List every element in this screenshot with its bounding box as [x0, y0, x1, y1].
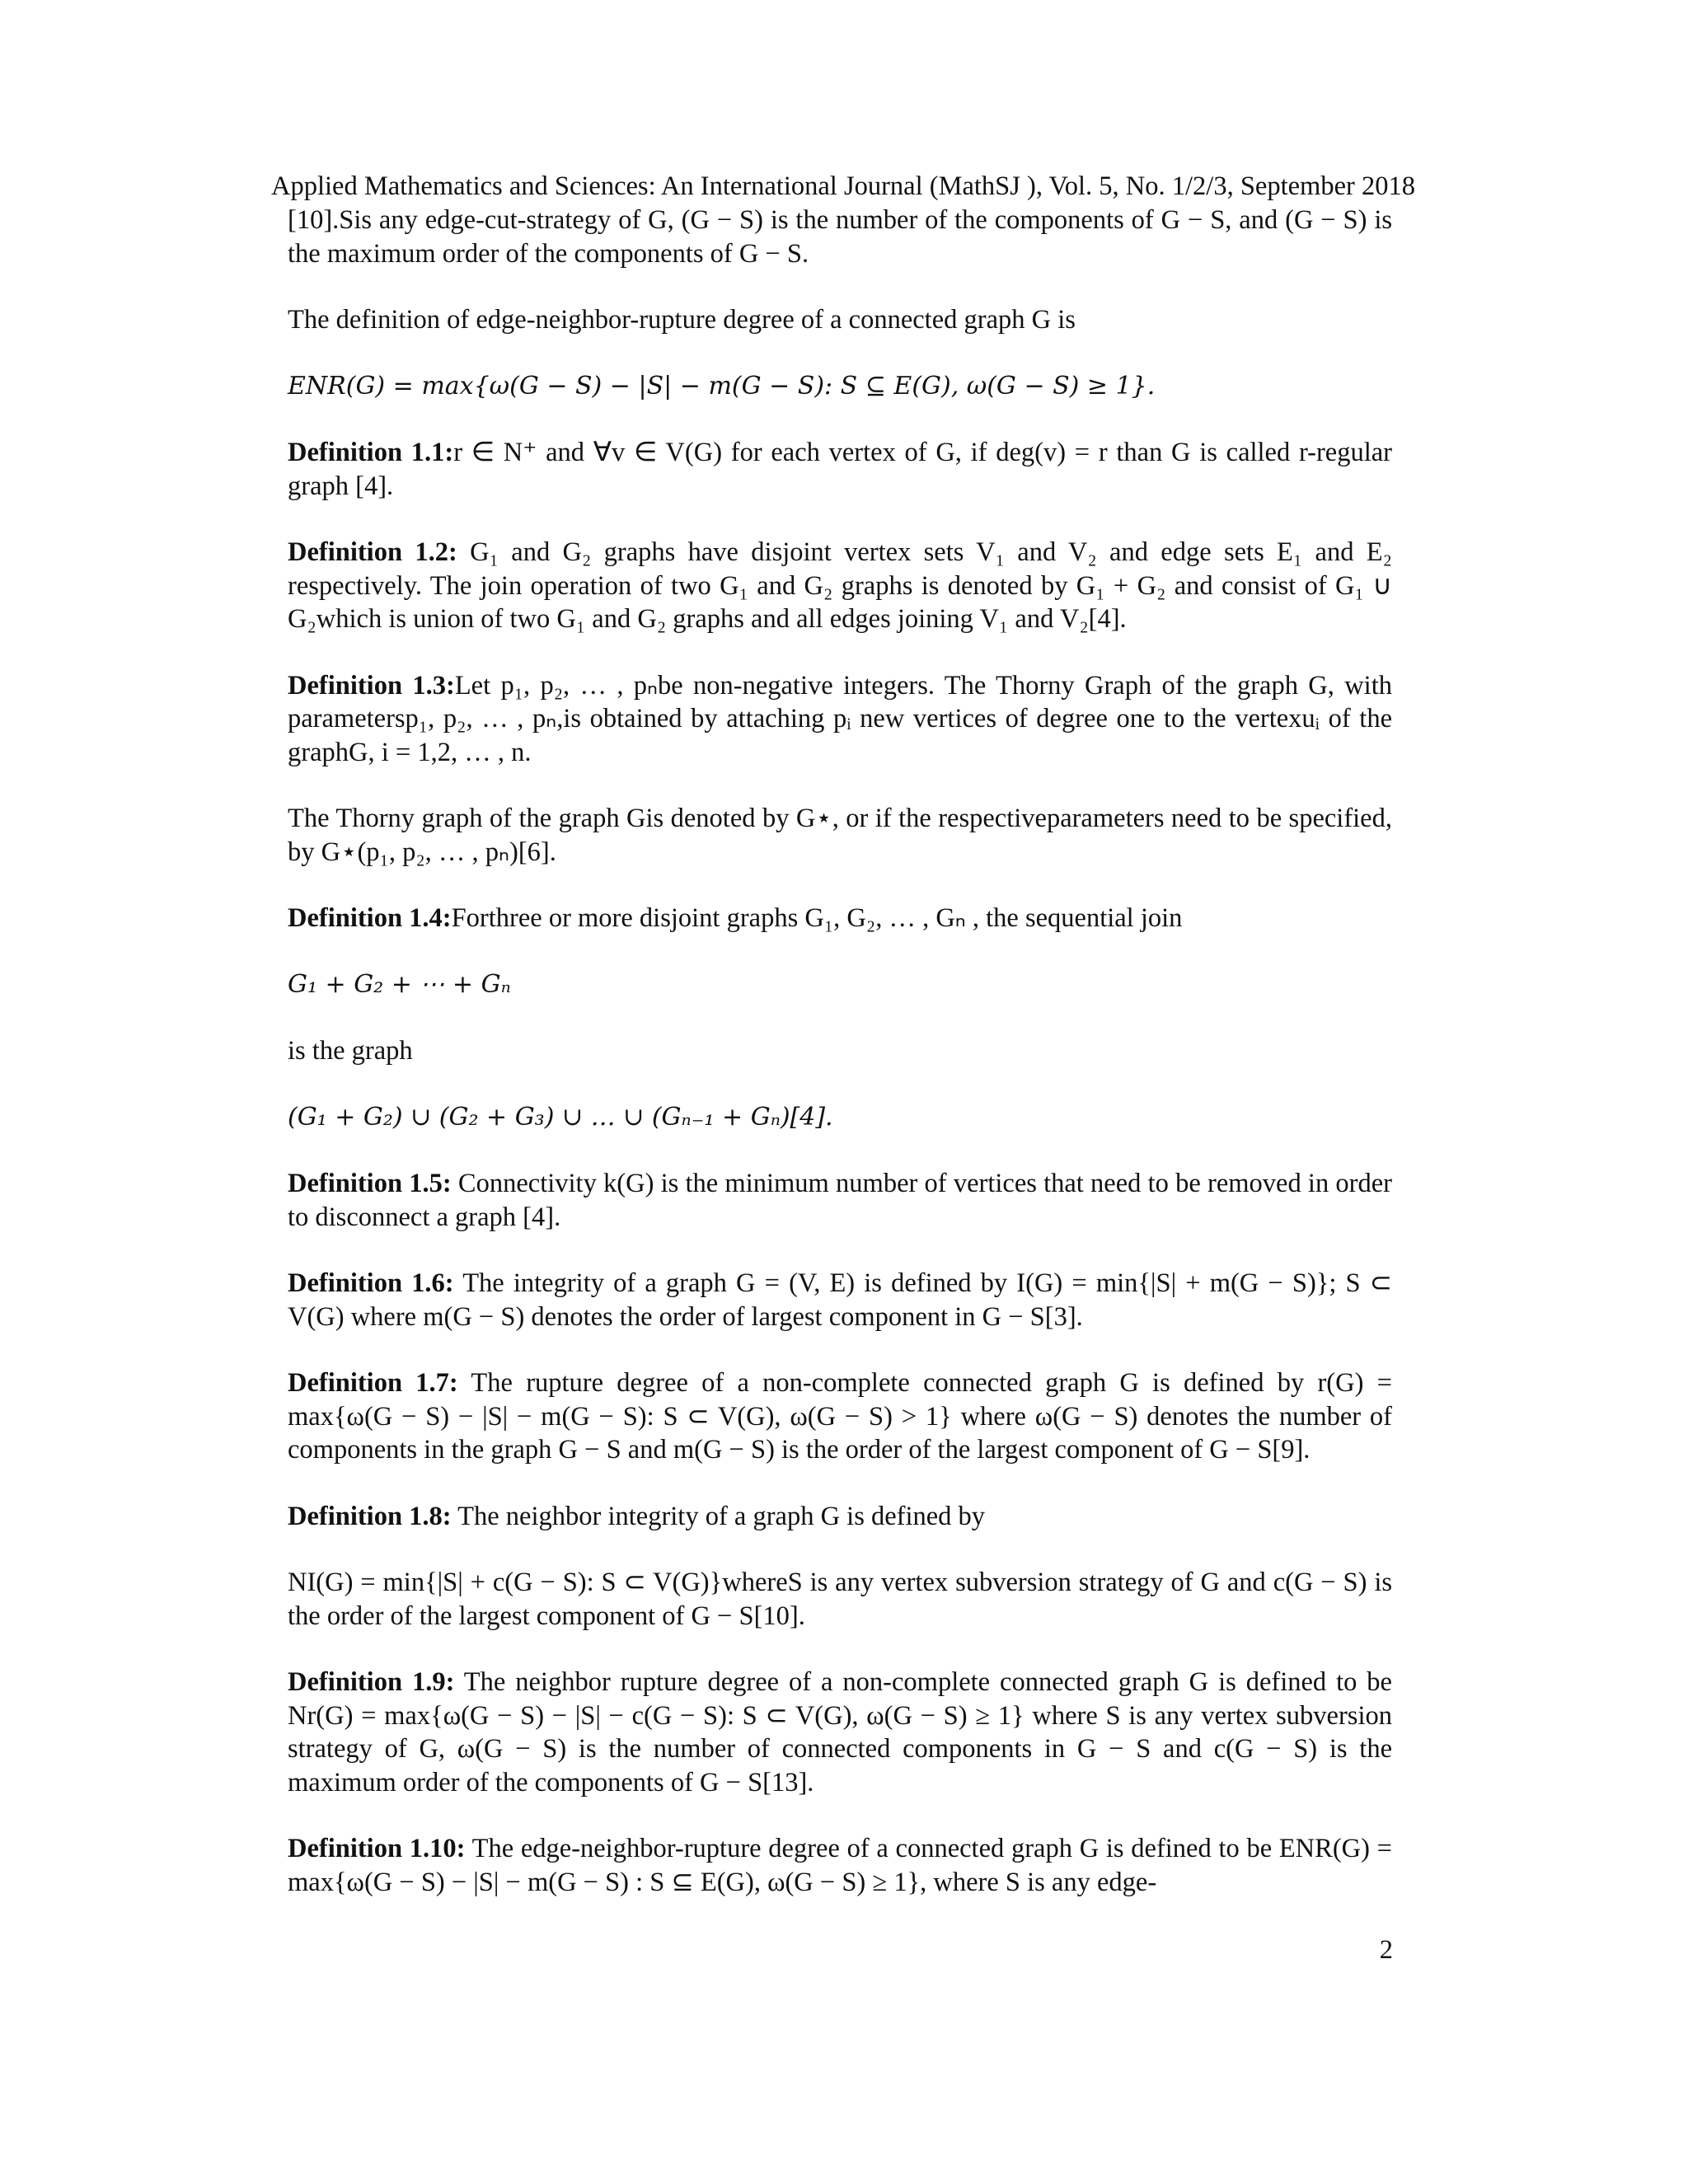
enr-intro: The definition of edge-neighbor-rupture degree of a connected graph G is: [288, 305, 1076, 335]
page-number: 2: [1379, 1935, 1393, 1965]
is-the-graph: is the graph: [288, 1036, 413, 1066]
definition-1-3: [288, 669, 1392, 770]
definition-text: The neighbor integrity of a graph G is defined by: [457, 1501, 986, 1531]
definition-text: The integrity of a graph G = (V, E) is defined by I(G) = min{|S| + m(G − S)}; S ⊂ V(G) where m(G − S) denotes the order of largest component in G − S[3].: [288, 1268, 1392, 1332]
definition-label: Definition 1.10:: [288, 1834, 466, 1863]
definition-text: The edge-neighbor-rupture degree of a connected graph G is defined to be ENR(G) = max{ω(G − S) − |S| − m(G − S) : S ⊆ E(G), ω(G − S) ≥ 1}, where S is any edge-: [288, 1834, 1392, 1897]
definition-label: Definition 1.7:: [288, 1368, 458, 1398]
page-content: [271, 169, 1415, 1899]
running-header: Applied Mathematics and Sciences: An International Journal (MathSJ ), Vol. 5, No. 1/2/3, September 2018: [271, 171, 1415, 201]
definition-text: Forthree or more disjoint graphs G₁, G₂, … , Gₙ , the sequential join: [451, 903, 1183, 933]
definition-text: G₁ and G₂ graphs have disjoint vertex sets V₁ and V₂ and edge sets E₁ and E₂ respectively. The join operation of two G₁ and G₂ graphs is denoted by G₁ + G₂ and consist of G₁ ∪ G₂which is union of two G₁ and G₂ graphs and all edges joining V₁ and V₂[4].: [288, 537, 1392, 634]
definition-text: Let p₁, p₂, … , pₙbe non-negative integers. The Thorny Graph of the graph G, with parametersp₁, p₂, … , pₙ,is obtained by attaching pᵢ new vertices of degree one to the vertexuᵢ of the graphG, i = 1,2, … , n.: [288, 670, 1392, 767]
definition-1-5: [288, 1167, 1392, 1234]
definition-label: Definition 1.9:: [288, 1667, 455, 1697]
definition-1-2: [288, 536, 1392, 636]
definition-1-10: [288, 1832, 1392, 1899]
definition-text: Connectivity k(G) is the minimum number of vertices that need to be removed in order to disconnect a graph [4].: [288, 1169, 1392, 1232]
definition-label: Definition 1.2:: [288, 537, 457, 567]
definition-1-9: [288, 1666, 1392, 1799]
intro-continuation: [10].Sis any edge-cut-strategy of G, (G − S) is the number of the components of G − S, and (G − S) is the maximum order of the components of G − S.: [288, 205, 1392, 269]
definition-1-8: [288, 1500, 1392, 1534]
neighbor-integrity-formula: NI(G) = min{|S| + c(G − S): S ⊂ V(G)}whereS is any vertex subversion strategy of G and c(G − S) is the order of the largest component of G − S[10].: [288, 1568, 1392, 1631]
sequential-join-union: (G₁ + G₂) ∪ (G₂ + G₃) ∪ … ∪ (Gₙ₋₁ + Gₙ)[4].: [288, 1102, 833, 1132]
sequential-join-expression: G₁ + G₂ + ⋯ + Gₙ: [288, 969, 511, 999]
enr-formula: ENR(G) = max{ω(G − S) − |S| − m(G − S): S ⊆ E(G), ω(G − S) ≥ 1}.: [288, 371, 1156, 401]
definition-text: r ∈ N⁺ and ∀v ∈ V(G) for each vertex of G, if deg(v) = r than G is called r-regular graph [4].: [288, 438, 1392, 501]
definition-label: Definition 1.4:: [288, 903, 452, 933]
definition-1-1: [288, 436, 1392, 503]
definition-label: Definition 1.6:: [288, 1268, 454, 1298]
definition-label: Definition 1.8:: [288, 1501, 452, 1531]
thorny-notation: The Thorny graph of the graph Gis denoted by G⋆, or if the respectiveparameters need to be specified, by G⋆(p₁, p₂, … , pₙ)[6].: [288, 804, 1392, 867]
definition-1-7: [288, 1366, 1392, 1467]
definition-text: The neighbor rupture degree of a non-complete connected graph G is defined to be Nr(G) = max{ω(G − S) − |S| − c(G − S): S ⊂ V(G), ω(G − S) ≥ 1} where S is any vertex subversion strategy of G, ω(G − S) is the number of connected components in G − S and c(G − S) is the maximum order of the components of G − S[13].: [288, 1667, 1392, 1797]
definition-label: Definition 1.3:: [288, 670, 455, 701]
definition-1-6: [288, 1267, 1392, 1333]
definition-text: The rupture degree of a non-complete connected graph G is defined by r(G) = max{ω(G − S) − |S| − m(G − S): S ⊂ V(G), ω(G − S) > 1} where ω(G − S) denotes the number of components in the graph G − S and m(G − S) is the order of the largest component of G − S[9].: [288, 1368, 1392, 1465]
definition-label: Definition 1.1:: [288, 438, 454, 467]
definition-label: Definition 1.5:: [288, 1169, 452, 1198]
definition-1-4: [288, 902, 1392, 935]
